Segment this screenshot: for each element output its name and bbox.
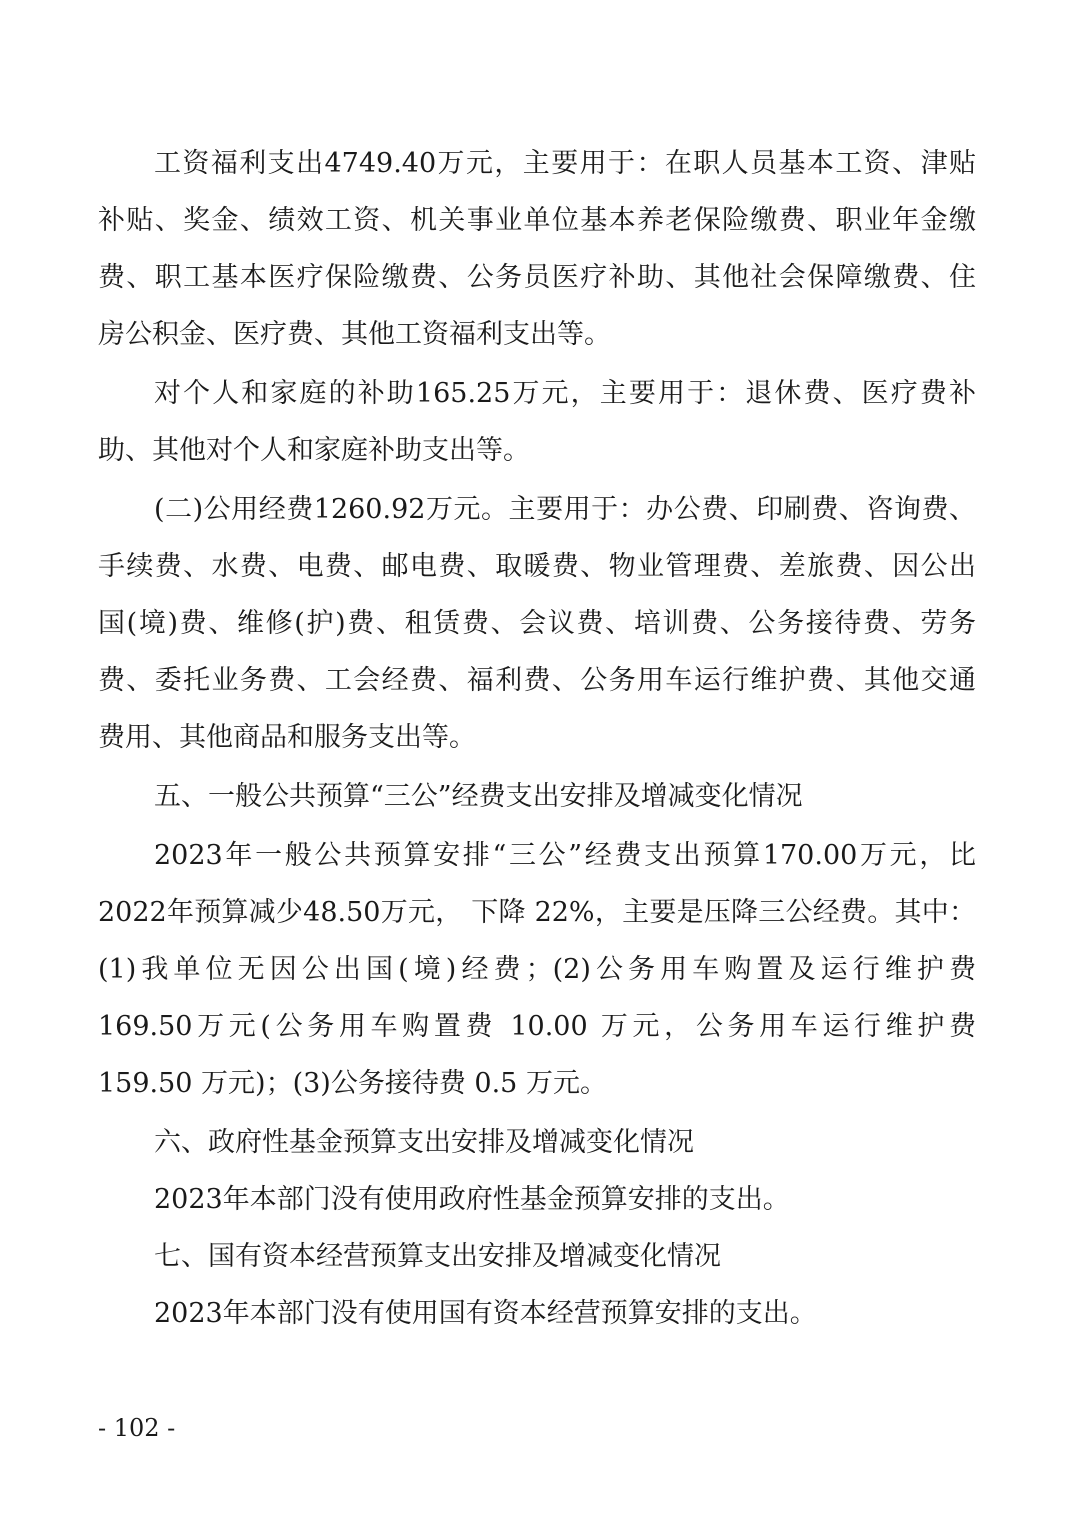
paragraph-public-expense-line-4: 费、委托业务费、工会经费、福利费、公务用车运行维护费、其他交通 xyxy=(98,665,976,696)
paragraph-public-expense-line-1: (二)公用经费1260.92万元。主要用于：办公费、印刷费、咨询费、 xyxy=(154,494,976,525)
paragraph-salary-welfare-line-1: 工资福利支出4749.40万元，主要用于：在职人员基本工资、津贴 xyxy=(154,148,976,179)
section-heading-government-fund-budget: 六、政府性基金预算支出安排及增减变化情况 xyxy=(154,1127,694,1158)
paragraph-salary-welfare-line-3: 费、职工基本医疗保险缴费、公务员医疗补助、其他社会保障缴费、住 xyxy=(98,262,976,293)
paragraph-three-public-line-3: (1)我单位无因公出国(境)经费；(2)公务用车购置及运行维护费 xyxy=(98,954,976,985)
paragraph-three-public-line-4: 169.50万元(公务用车购置费 10.00 万元，公务用车运行维护费 xyxy=(98,1011,976,1042)
paragraph-salary-welfare-line-4: 房公积金、医疗费、其他工资福利支出等。 xyxy=(98,319,611,350)
section-heading-three-public-expenses: 五、一般公共预算“三公”经费支出安排及增减变化情况 xyxy=(154,781,803,812)
section-heading-state-capital-budget: 七、国有资本经营预算支出安排及增减变化情况 xyxy=(154,1241,721,1272)
paragraph-three-public-line-2: 2022年预算减少48.50万元， 下降 22%，主要是压降三公经费。其中： xyxy=(98,897,976,928)
paragraph-three-public-line-5: 159.50 万元)；(3)公务接待费 0.5 万元。 xyxy=(98,1068,607,1099)
paragraph-household-subsidy-line-1: 对个人和家庭的补助165.25万元，主要用于：退休费、医疗费补 xyxy=(154,378,976,409)
paragraph-salary-welfare-line-2: 补贴、奖金、绩效工资、机关事业单位基本养老保险缴费、职业年金缴 xyxy=(98,205,976,236)
page-number: - 102 - xyxy=(98,1414,176,1442)
paragraph-household-subsidy-line-2: 助、其他对个人和家庭补助支出等。 xyxy=(98,435,530,466)
paragraph-state-capital-budget: 2023年本部门没有使用国有资本经营预算安排的支出。 xyxy=(154,1298,817,1329)
paragraph-public-expense-line-2: 手续费、水费、电费、邮电费、取暖费、物业管理费、差旅费、因公出 xyxy=(98,551,976,582)
paragraph-government-fund-budget: 2023年本部门没有使用政府性基金预算安排的支出。 xyxy=(154,1184,790,1215)
paragraph-public-expense-line-3: 国(境)费、维修(护)费、租赁费、会议费、培训费、公务接待费、劳务 xyxy=(98,608,976,639)
paragraph-three-public-line-1: 2023年一般公共预算安排“三公”经费支出预算170.00万元，比 xyxy=(154,840,976,871)
paragraph-public-expense-line-5: 费用、其他商品和服务支出等。 xyxy=(98,722,476,753)
